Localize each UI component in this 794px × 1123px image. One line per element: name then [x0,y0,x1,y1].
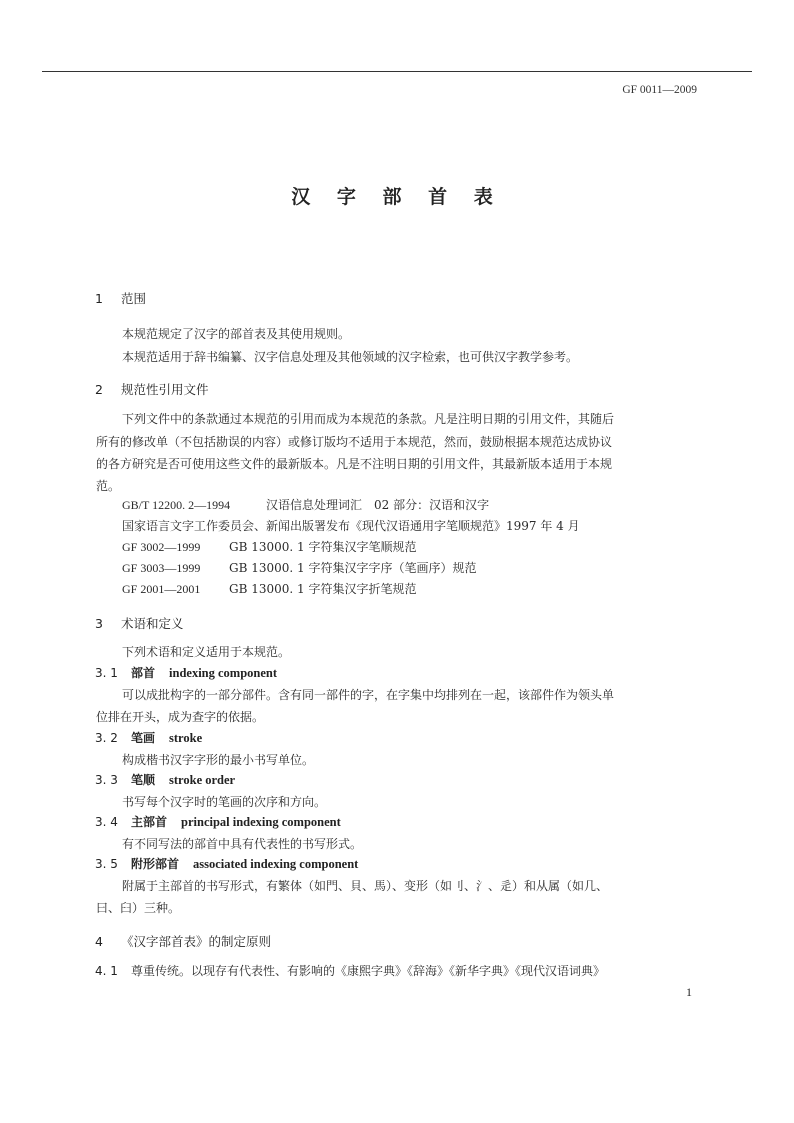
term-heading [95,771,235,788]
section-number: 2 [95,382,103,397]
term-chinese: 部首 [131,666,156,680]
term-number: 3. 3 [95,773,118,787]
reference-item [122,559,476,576]
paragraph: 本规范适用于辞书编纂、汉字信息处理及其他领域的汉字检索，也可供汉字教学参考。 [122,350,579,364]
section-3-heading [95,614,184,632]
term-definition: 构成楷书汉字字形的最小书写单位。 [122,753,315,767]
term-number: 3. 1 [95,666,118,680]
section-number: 4 [95,934,103,949]
term-definition: 书写每个汉字时的笔画的次序和方向。 [122,795,327,809]
term-english: indexing component [169,666,278,680]
term-definition: 附属于主部首的书写形式，有繁体（如門、貝、馬）、变形（如刂、氵、辵）和从属（如几、 [122,879,609,893]
clause-text: 尊重传统。以现存有代表性、有影响的《康熙字典》《辞海》《新华字典》《现代汉语词典》 [131,964,606,978]
term-heading [95,729,202,746]
reference-code: GB/T 12200. 2—1994 [122,498,231,512]
clause-number: 4. 1 [95,964,118,978]
section-number: 1 [95,291,103,306]
term-english: stroke order [169,773,236,787]
term-english: stroke [169,731,203,745]
term-definition: 曰、臼）三种。 [96,901,181,915]
term-heading [95,664,277,681]
section-1-heading [95,289,146,307]
reference-code: GF 3003—1999 [122,561,201,575]
term-number: 3. 5 [95,857,118,871]
reference-item [122,538,416,555]
term-english: associated indexing component [193,857,359,871]
term-chinese: 笔画 [131,731,156,745]
section-title: 范围 [121,291,147,306]
reference-item [122,580,416,597]
reference-item [122,517,580,534]
term-definition: 位排在开头，成为查字的依据。 [96,710,265,724]
section-4-heading [95,932,271,950]
reference-title: 国家语言文字工作委员会、新闻出版署发布《现代汉语通用字笔顺规范》1997 年 4 月 [122,519,580,533]
term-chinese: 附形部首 [131,857,180,871]
reference-title: GB 13000. 1 字符集汉字折笔规范 [229,582,417,596]
section-title: 规范性引用文件 [121,382,209,397]
term-number: 3. 2 [95,731,118,745]
term-definition: 有不同写法的部首中具有代表性的书写形式。 [122,837,363,851]
section-title: 《汉字部首表》的制定原则 [121,934,272,949]
reference-code: GF 2001—2001 [122,582,201,596]
term-heading [95,855,358,872]
paragraph: 下列术语和定义适用于本规范。 [122,645,291,659]
reference-item [122,496,489,513]
section-2-heading [95,380,209,398]
section-title: 术语和定义 [121,616,184,631]
reference-title: GB 13000. 1 字符集汉字字序（笔画序）规范 [229,561,477,575]
header-rule [42,71,752,72]
reference-title: GB 13000. 1 字符集汉字笔顺规范 [229,540,417,554]
section-number: 3 [95,616,103,631]
paragraph-line: 范。 [96,479,121,493]
term-chinese: 主部首 [131,815,168,829]
term-heading [95,813,341,830]
standard-code: GF 0011—2009 [622,84,697,96]
term-number: 3. 4 [95,815,118,829]
paragraph-line: 所有的修改单（不包括勘误的内容）或修订版均不适用于本规范，然而，鼓励根据本规范达成协议 [96,435,613,449]
reference-code: GF 3002—1999 [122,540,201,554]
reference-title: 汉语信息处理词汇 02 部分：汉语和汉字 [266,498,490,512]
term-chinese: 笔顺 [131,773,156,787]
clause-4-1 [95,962,605,979]
paragraph: 本规范规定了汉字的部首表及其使用规则。 [122,327,351,341]
term-english: principal indexing component [181,815,341,829]
document-title: 汉 字 部 首 表 [291,186,503,208]
term-definition: 可以成批构字的一部分部件。含有同一部件的字，在字集中均排列在一起，该部件作为领头单 [122,688,615,702]
paragraph-line: 的各方研究是否可使用这些文件的最新版本。凡是不注明日期的引用文件，其最新版本适用于本规 [96,457,613,471]
paragraph-line: 下列文件中的条款通过本规范的引用而成为本规范的条款。凡是注明日期的引用文件，其随后 [122,412,615,426]
page-number: 1 [686,985,692,999]
